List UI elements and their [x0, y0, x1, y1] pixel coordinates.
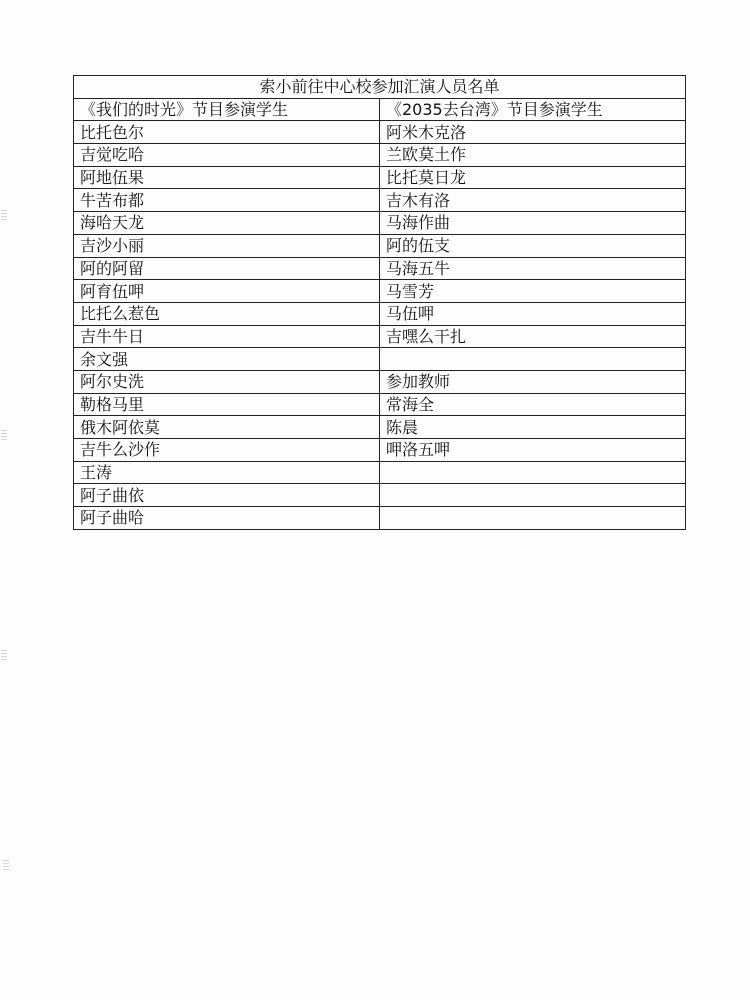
left-column-cell: 阿地伍果: [74, 166, 380, 189]
right-column-cell: [380, 484, 686, 507]
table-row: [74, 189, 686, 212]
left-column-cell: 阿子曲哈: [74, 507, 380, 530]
right-column-cell: 陈晨: [380, 416, 686, 439]
table-row: [74, 370, 686, 393]
right-column-header: 《2035去台湾》节目参演学生: [380, 98, 686, 121]
left-column-cell: 阿的阿留: [74, 257, 380, 280]
right-column-cell: [380, 461, 686, 484]
table-row: [74, 257, 686, 280]
left-column-cell: 吉牛么沙作: [74, 439, 380, 462]
right-column-cell: 吉嘿么干扎: [380, 325, 686, 348]
left-column-cell: 吉牛牛日: [74, 325, 380, 348]
table-row: [74, 461, 686, 484]
right-column-cell: 马雪芳: [380, 280, 686, 303]
right-column-cell: 马伍呷: [380, 302, 686, 325]
right-column-cell: 常海全: [380, 393, 686, 416]
right-column-cell: 马海作曲: [380, 212, 686, 235]
left-column-cell: 海哈天龙: [74, 212, 380, 235]
right-column-cell: 吉木有洛: [380, 189, 686, 212]
table-row: [74, 393, 686, 416]
scan-speck: [1, 210, 7, 220]
table-row: [74, 484, 686, 507]
scan-speck: [3, 860, 9, 870]
table-row: [74, 439, 686, 462]
table-row: [74, 507, 686, 530]
right-column-cell: 比托莫日龙: [380, 166, 686, 189]
left-column-cell: 比托色尔: [74, 121, 380, 144]
left-column-header: 《我们的时光》节目参演学生: [74, 98, 380, 121]
right-column-cell: 马海五牛: [380, 257, 686, 280]
left-column-cell: 余文强: [74, 348, 380, 371]
table-row: [74, 144, 686, 167]
left-column-cell: 勒格马里: [74, 393, 380, 416]
left-column-cell: 王涛: [74, 461, 380, 484]
right-column-cell: 阿的伍支: [380, 234, 686, 257]
table-row: [74, 121, 686, 144]
table-header-row: [74, 98, 686, 121]
scan-speck: [1, 430, 7, 440]
left-column-cell: 俄木阿依莫: [74, 416, 380, 439]
right-column-cell: 呷洛五呷: [380, 439, 686, 462]
table-row: [74, 212, 686, 235]
table-row: [74, 325, 686, 348]
table-title-row: [74, 76, 686, 99]
document-title: 索小前往中心校参加汇演人员名单: [74, 76, 686, 99]
left-column-cell: 比托么惹色: [74, 302, 380, 325]
scan-speck: [1, 650, 7, 660]
table-row: [74, 348, 686, 371]
left-column-cell: 阿尔史洗: [74, 370, 380, 393]
left-column-cell: 吉觉吃哈: [74, 144, 380, 167]
left-column-cell: 牛苦布都: [74, 189, 380, 212]
left-column-cell: 阿育伍呷: [74, 280, 380, 303]
left-column-cell: 阿子曲依: [74, 484, 380, 507]
right-column-cell: 参加教师: [380, 370, 686, 393]
table-row: [74, 234, 686, 257]
right-column-cell: 兰欧莫土作: [380, 144, 686, 167]
left-column-cell: 吉沙小丽: [74, 234, 380, 257]
table-row: [74, 416, 686, 439]
right-column-cell: 阿米木克洛: [380, 121, 686, 144]
right-column-cell: [380, 507, 686, 530]
table-row: [74, 166, 686, 189]
performer-roster-table: [73, 75, 686, 530]
right-column-cell: [380, 348, 686, 371]
table-row: [74, 280, 686, 303]
table-row: [74, 302, 686, 325]
